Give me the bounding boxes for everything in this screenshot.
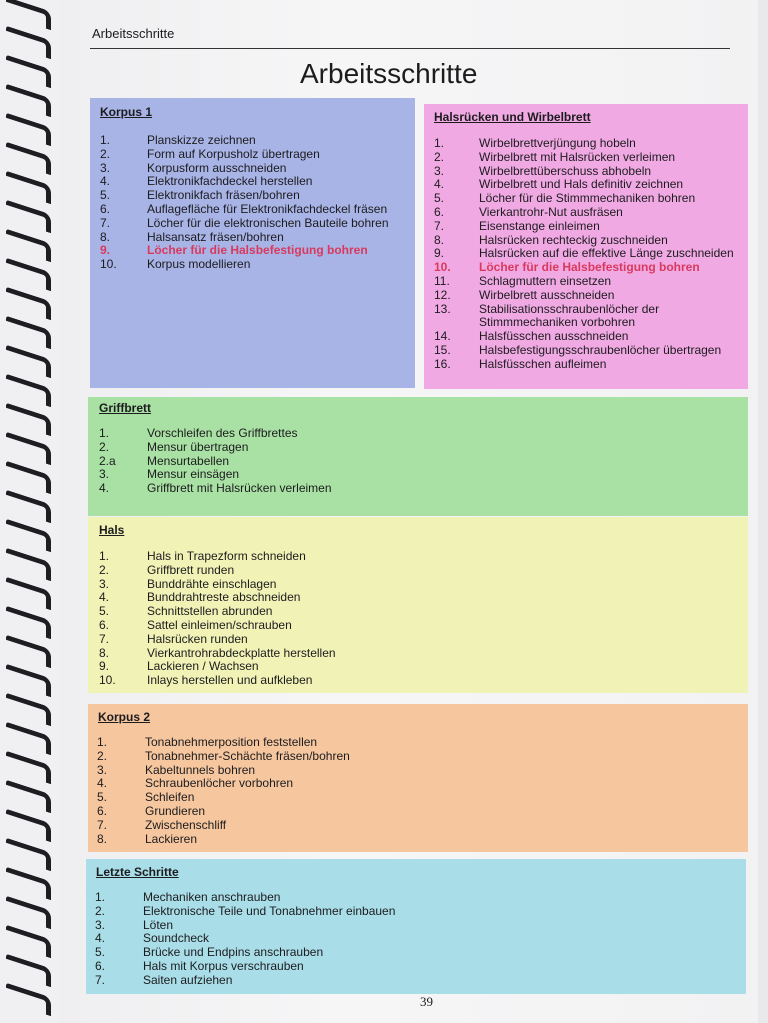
step-item xyxy=(97,764,697,778)
step-item xyxy=(95,974,695,988)
step-text: Mechaniken anschrauben xyxy=(143,890,281,904)
step-item xyxy=(97,750,697,764)
binding-coil xyxy=(6,722,51,756)
step-number: 10. xyxy=(99,673,116,688)
step-text: Wirbelbrett ausschneiden xyxy=(479,287,615,302)
step-text: Mensur einsägen xyxy=(147,467,240,482)
section-title: Hals xyxy=(99,523,125,537)
step-text: Stimmmechaniken vorbohren xyxy=(479,315,636,330)
step-number: 10. xyxy=(434,260,451,275)
step-text: Schlagmuttern einsetzen xyxy=(479,273,612,288)
step-item xyxy=(434,178,744,192)
step-text: Wirbelbrettüberschuss abhobeln xyxy=(479,163,652,178)
step-number: 3. xyxy=(99,467,110,482)
binding-coil xyxy=(6,55,51,89)
binding-coil xyxy=(6,693,51,727)
step-item xyxy=(97,819,697,833)
step-number: 6. xyxy=(100,201,111,216)
step-text: Halsrücken runden xyxy=(147,631,248,646)
step-number: 15. xyxy=(434,342,451,357)
step-text: Tonabnehmer-Schächte fräsen/bohren xyxy=(145,748,350,763)
step-number: 11. xyxy=(434,273,450,288)
section-title: Halsrücken und Wirbelbrett xyxy=(434,110,591,124)
step-item xyxy=(99,578,699,592)
binding-coil xyxy=(6,200,51,234)
step-text: Löcher für die elektronischen Bauteile bohren xyxy=(147,215,389,230)
step-item xyxy=(99,633,699,647)
step-number: 6. xyxy=(99,617,110,632)
step-text: Lackieren / Wachsen xyxy=(147,659,259,674)
step-text: Wirbelbrett mit Halsrücken verleimen xyxy=(479,149,676,164)
step-item xyxy=(434,234,744,248)
step-text: Sattel einleimen/schrauben xyxy=(147,617,292,632)
step-text: Schraubenlöcher vorbohren xyxy=(145,776,294,791)
step-item xyxy=(95,946,695,960)
step-text: Vierkantrohrabdeckplatte herstellen xyxy=(147,645,336,660)
step-item xyxy=(434,330,744,344)
binding-coil xyxy=(6,142,51,176)
binding-coil xyxy=(6,113,51,147)
step-item xyxy=(97,833,697,847)
section-halsruecken-wirbelbrett xyxy=(424,104,748,389)
step-item xyxy=(100,258,410,272)
step-item xyxy=(100,244,410,258)
step-item xyxy=(434,275,744,289)
step-list xyxy=(95,891,695,988)
binding-coil xyxy=(6,490,51,524)
step-text: Schleifen xyxy=(145,790,195,805)
section-title: Griffbrett xyxy=(99,401,151,415)
spiral-binding xyxy=(0,0,60,1023)
step-number: 7. xyxy=(95,972,106,987)
step-item xyxy=(100,203,410,217)
step-number: 10. xyxy=(100,257,117,272)
step-item xyxy=(99,591,699,605)
step-number: 2. xyxy=(99,562,110,577)
step-text: Inlays herstellen und aufkleben xyxy=(147,673,313,688)
step-item xyxy=(434,165,744,179)
step-number: 2. xyxy=(100,146,111,161)
step-number: 5. xyxy=(97,790,108,805)
step-item xyxy=(434,206,744,220)
step-number: 7. xyxy=(100,215,111,230)
binding-coil xyxy=(6,374,51,408)
step-number: 2. xyxy=(434,149,445,164)
step-item xyxy=(100,134,410,148)
step-text: Brücke und Endpins anschrauben xyxy=(143,945,324,960)
step-text: Planskizze zeichnen xyxy=(147,133,256,147)
step-list xyxy=(99,550,699,688)
binding-coil xyxy=(6,838,51,872)
step-item xyxy=(99,468,699,482)
binding-coil xyxy=(6,983,51,1017)
step-number: 7. xyxy=(434,218,445,233)
step-text: Elektronische Teile und Tonabnehmer einbauen xyxy=(143,903,396,918)
step-number: 9. xyxy=(100,243,111,258)
step-item xyxy=(100,148,410,162)
binding-coil xyxy=(6,548,51,582)
step-text: Bunddrähte einschlagen xyxy=(147,576,277,591)
binding-coil xyxy=(6,316,51,350)
step-number: 1. xyxy=(99,549,110,563)
step-item xyxy=(99,441,699,455)
step-number: 6. xyxy=(95,958,106,973)
binding-coil xyxy=(6,664,51,698)
step-number: 3. xyxy=(95,917,106,932)
step-number: 6. xyxy=(97,803,108,818)
step-text: Saiten aufziehen xyxy=(143,972,233,987)
binding-coil xyxy=(6,26,51,60)
step-item xyxy=(97,791,697,805)
step-text: Vierkantrohr-Nut ausfräsen xyxy=(479,204,623,219)
step-item xyxy=(99,660,699,674)
step-text: Halsfüsschen ausschneiden xyxy=(479,329,629,344)
step-number: 1. xyxy=(99,426,110,440)
step-item xyxy=(434,261,744,275)
step-number: 3. xyxy=(100,160,111,175)
step-text: Griffbrett mit Halsrücken verleimen xyxy=(147,481,332,496)
binding-coil xyxy=(6,345,51,379)
step-list xyxy=(434,137,744,372)
step-number: 2. xyxy=(95,903,106,918)
step-number: 4. xyxy=(95,931,106,946)
step-text: Löcher für die Halsbefestigung bohren xyxy=(479,260,700,275)
step-text: Griffbrett runden xyxy=(147,562,235,577)
step-text: Mensurtabellen xyxy=(147,453,230,468)
step-text: Soundcheck xyxy=(143,931,210,946)
step-number: 3. xyxy=(97,762,108,777)
step-number: 16. xyxy=(434,356,451,371)
step-number: 5. xyxy=(100,188,111,203)
step-item xyxy=(99,647,699,661)
step-text: Halsansatz fräsen/bohren xyxy=(147,229,284,244)
step-item xyxy=(434,137,744,151)
step-text: Mensur übertragen xyxy=(147,439,249,454)
step-number: 13. xyxy=(434,301,451,316)
binding-coil xyxy=(6,751,51,785)
step-text: Hals mit Korpus verschrauben xyxy=(143,958,304,973)
step-number: 9. xyxy=(434,246,445,261)
step-number: 1. xyxy=(95,890,106,904)
step-number: 7. xyxy=(99,631,110,646)
binding-coil xyxy=(6,84,51,118)
step-item xyxy=(100,175,410,189)
step-number: 8. xyxy=(97,831,108,846)
step-text: Bunddrahtreste abschneiden xyxy=(147,590,301,605)
step-text: Grundieren xyxy=(145,803,206,818)
step-text: Stabilisationsschraubenlöcher der xyxy=(479,301,660,316)
step-item xyxy=(434,247,744,261)
binding-coil xyxy=(6,896,51,930)
step-text: Löcher für die Halsbefestigung bohren xyxy=(147,243,368,258)
binding-coil xyxy=(6,403,51,437)
binding-coil xyxy=(6,287,51,321)
step-text: Kabeltunnels bohren xyxy=(145,762,256,777)
step-number: 14. xyxy=(434,329,451,344)
step-number: 4. xyxy=(97,776,108,791)
step-list xyxy=(100,134,410,272)
step-number: 2. xyxy=(99,439,110,454)
section-griffbrett xyxy=(88,397,748,516)
binding-coil xyxy=(6,171,51,205)
step-number: 4. xyxy=(99,590,110,605)
binding-coil xyxy=(6,0,51,30)
binding-coil xyxy=(6,461,51,495)
step-item xyxy=(434,151,744,165)
binding-coil xyxy=(6,925,51,959)
step-item xyxy=(434,289,744,303)
step-list xyxy=(99,427,699,496)
step-item xyxy=(99,564,699,578)
step-number: 5. xyxy=(434,191,445,206)
binding-coil xyxy=(6,229,51,263)
binding-coil xyxy=(6,780,51,814)
step-number: 4. xyxy=(434,177,445,192)
step-item xyxy=(434,220,744,234)
header-rule xyxy=(90,48,730,49)
step-number: 5. xyxy=(95,945,106,960)
step-item xyxy=(99,455,699,469)
step-number: 1. xyxy=(434,136,445,150)
step-item xyxy=(434,192,744,206)
section-title: Korpus 2 xyxy=(98,710,151,724)
running-header: Arbeitsschritte xyxy=(92,26,175,41)
binding-coil xyxy=(6,809,51,843)
step-item xyxy=(100,162,410,176)
section-hals xyxy=(88,517,748,693)
step-item xyxy=(99,674,699,688)
step-number: 8. xyxy=(100,229,111,244)
step-item xyxy=(95,905,695,919)
step-item xyxy=(434,316,744,330)
step-text: Wirbelbrettverjüngung hobeln xyxy=(479,136,636,150)
step-number: 1. xyxy=(100,133,111,147)
step-text: Tonabnehmerposition feststellen xyxy=(145,735,318,749)
step-item xyxy=(434,358,744,372)
step-text: Eisenstange einleimen xyxy=(479,218,600,233)
step-text: Elektronikfachdeckel herstellen xyxy=(147,174,313,189)
step-item xyxy=(99,605,699,619)
step-text: Löten xyxy=(143,917,174,932)
step-item xyxy=(434,344,744,358)
step-text: Halsbefestigungsschraubenlöcher übertragen xyxy=(479,342,722,357)
step-number: 2.a xyxy=(99,453,116,468)
step-text: Wirbelbrett und Hals definitiv zeichnen xyxy=(479,177,684,192)
binding-coil xyxy=(6,432,51,466)
step-text: Zwischenschliff xyxy=(145,817,227,832)
step-item xyxy=(97,736,697,750)
step-item xyxy=(99,427,699,441)
step-number: 6. xyxy=(434,204,445,219)
step-number: 12. xyxy=(434,287,451,302)
step-item xyxy=(95,960,695,974)
step-text: Hals in Trapezform schneiden xyxy=(147,549,306,563)
step-text: Halsrücken auf die effektive Länge zuschneiden xyxy=(479,246,734,261)
step-text: Schnittstellen abrunden xyxy=(147,604,273,619)
step-text: Korpus modellieren xyxy=(147,257,251,272)
page-number: 39 xyxy=(420,994,433,1009)
step-item xyxy=(99,619,699,633)
step-text: Form auf Korpusholz übertragen xyxy=(147,146,320,161)
step-number: 4. xyxy=(100,174,111,189)
step-item xyxy=(434,303,744,317)
binding-coil xyxy=(6,635,51,669)
step-item xyxy=(100,231,410,245)
step-number: 2. xyxy=(97,748,108,763)
section-korpus-1 xyxy=(90,98,415,388)
step-number: 3. xyxy=(99,576,110,591)
step-text: Auflagefläche für Elektronikfachdeckel fräsen xyxy=(147,201,388,216)
step-item xyxy=(99,550,699,564)
step-number: 7. xyxy=(97,817,108,832)
step-list xyxy=(97,736,697,846)
step-text: Korpusform ausschneiden xyxy=(147,160,287,175)
section-title: Korpus 1 xyxy=(100,105,153,119)
step-text: Halsfüsschen aufleimen xyxy=(479,356,607,371)
section-letzte-schritte xyxy=(86,859,746,994)
step-number: 1. xyxy=(97,735,108,749)
page-title: Arbeitsschritte xyxy=(300,58,478,89)
binding-coil xyxy=(6,606,51,640)
section-title: Letzte Schritte xyxy=(96,865,179,879)
binding-coil xyxy=(6,577,51,611)
step-text: Elektronikfach fräsen/bohren xyxy=(147,188,300,203)
step-number: 3. xyxy=(434,163,445,178)
step-item xyxy=(97,805,697,819)
step-item xyxy=(97,777,697,791)
step-item xyxy=(99,482,699,496)
binding-coil xyxy=(6,258,51,292)
section-korpus-2 xyxy=(88,704,748,852)
step-item xyxy=(95,932,695,946)
binding-coil xyxy=(6,519,51,553)
step-item xyxy=(100,217,410,231)
step-number: 4. xyxy=(99,481,110,496)
step-text: Halsrücken rechteckig zuschneiden xyxy=(479,232,668,247)
step-item xyxy=(95,919,695,933)
step-item xyxy=(95,891,695,905)
binding-coil xyxy=(6,867,51,901)
step-number: 8. xyxy=(434,232,445,247)
step-text: Vorschleifen des Griffbrettes xyxy=(147,426,298,440)
step-number: 8. xyxy=(99,645,110,660)
step-number: 9. xyxy=(99,659,110,674)
step-item xyxy=(100,189,410,203)
step-number: 5. xyxy=(99,604,110,619)
binding-coil xyxy=(6,954,51,988)
step-text: Lackieren xyxy=(145,831,198,846)
step-text: Löcher für die Stimmmechaniken bohren xyxy=(479,191,696,206)
